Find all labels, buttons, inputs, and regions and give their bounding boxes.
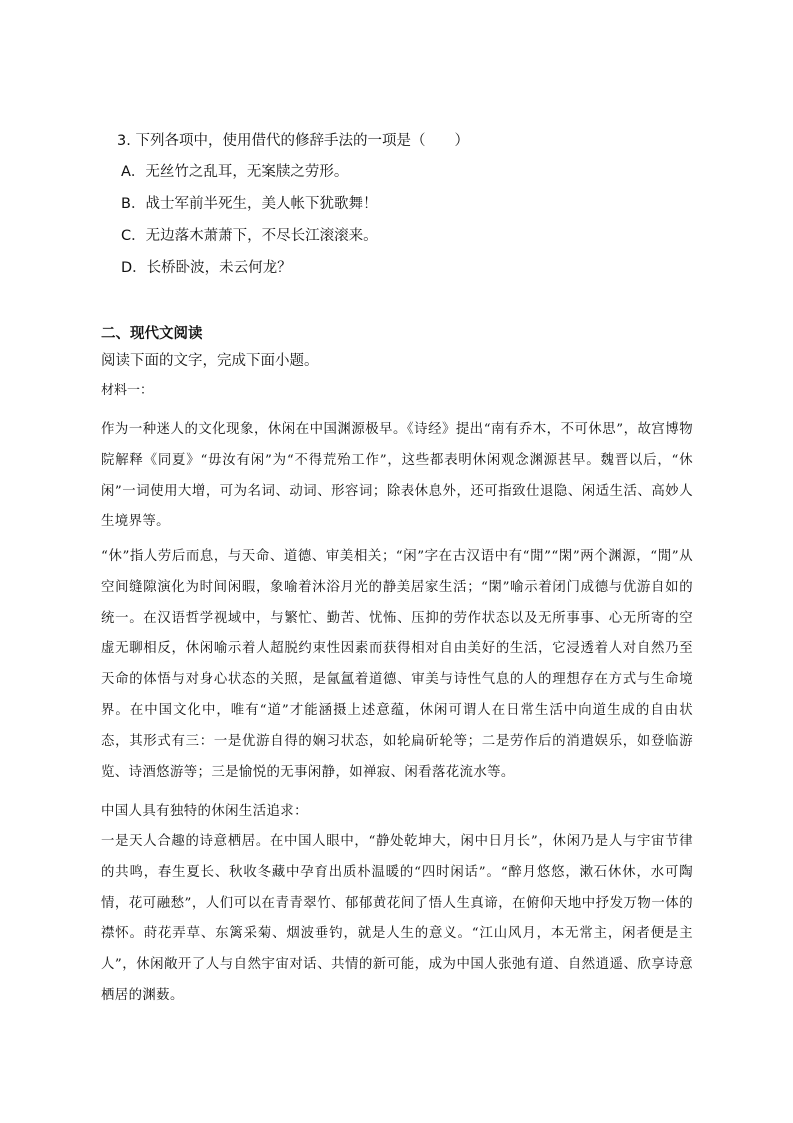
question-3: [117, 126, 717, 284]
option-c: C．无边落木萧萧下，不尽长江滚滚来。: [121, 228, 378, 244]
option-list: [117, 156, 717, 284]
paragraph-2: “休”指人劳后而息，与天命、道德、审美相关；“闲”字在古汉语中有“閒”“閑”两个渊源，“閒”从空间缝隙演化为时间闲暇，象喻着沐浴月光的静美居家生活；“閑”喻示着闭门成德与优游自如的统一。在汉语哲学视域中，与繁忙、勤苦、忧怖、压抑的劳作状态以及无所事事、心无所寄的空虚无聊相反，休闲喻示着人超脱约束性因素而获得相对自由美好的生活，它浸透着人对自然乃至天命的体悟与对身心状态的关照，是氤氲着道德、审美与诗性气息的人的理想存在方式与生命境界。在中国文化中，唯有“道”才能涵摄上述意蕴，休闲可谓人在日常生活中向道生成的自由状态，其形式有三：一是优游自得的娴习状态，如轮扁斫轮等；二是劳作后的消遣娱乐，如登临游览、诗酒悠游等；三是愉悦的无事闲静，如禅寂、闲看落花流水等。: [101, 549, 693, 780]
paragraph-3: 中国人具有独特的休闲生活追求：: [101, 804, 308, 819]
paragraph-4: 一是天人合趣的诗意栖居。在中国人眼中，“静处乾坤大，闲中日月长”，休闲乃是人与宇宙节律的共鸣，春生夏长、秋收冬藏中孕育出质朴温暖的“四时闲话”。“醉月悠悠，漱石休休，水可陶情，花可融愁”，人们可以在青青翠竹、郁郁黄花间了悟人生真谛，在俯仰天地中抒发万物一体的襟怀。莳花弄草、东篱采菊、烟波垂钓，就是人生的意义。“江山风月，本无常主，闲者便是主人”，休闲敞开了人与自然宇宙对话、共情的新可能，成为中国人张弛有道、自然逍遥、欣享诗意栖居的渊薮。: [101, 834, 693, 1003]
section-instruction: 阅读下面的文字，完成下面小题。: [101, 353, 319, 369]
paragraph-1: 作为一种迷人的文化现象，休闲在中国渊源极早。《诗经》提出“南有乔木，不可休思”，故宫博物院解释《同夏》“毋汝有闲”为“不得荒殆工作”，这些都表明休闲观念渊源甚早。魏晋以后，“休闲”一词使用大增，可为名词、动词、形容词；除表休息外，还可指致仕退隐、闲适生活、高妙人生境界等。: [101, 422, 693, 530]
option-d: D．长桥卧波，未云何龙？: [121, 260, 292, 276]
question-stem: 3. 下列各项中，使用借代的修辞手法的一项是（ ）: [117, 133, 469, 149]
section-title: 二、现代文阅读: [101, 326, 203, 342]
option-a: A．无丝竹之乱耳，无案牍之劳形。: [121, 164, 349, 180]
option-b: B．战士军前半死生，美人帐下犹歌舞！: [121, 196, 378, 212]
material-label: 材料一：: [101, 383, 154, 398]
section-header: [101, 322, 701, 404]
